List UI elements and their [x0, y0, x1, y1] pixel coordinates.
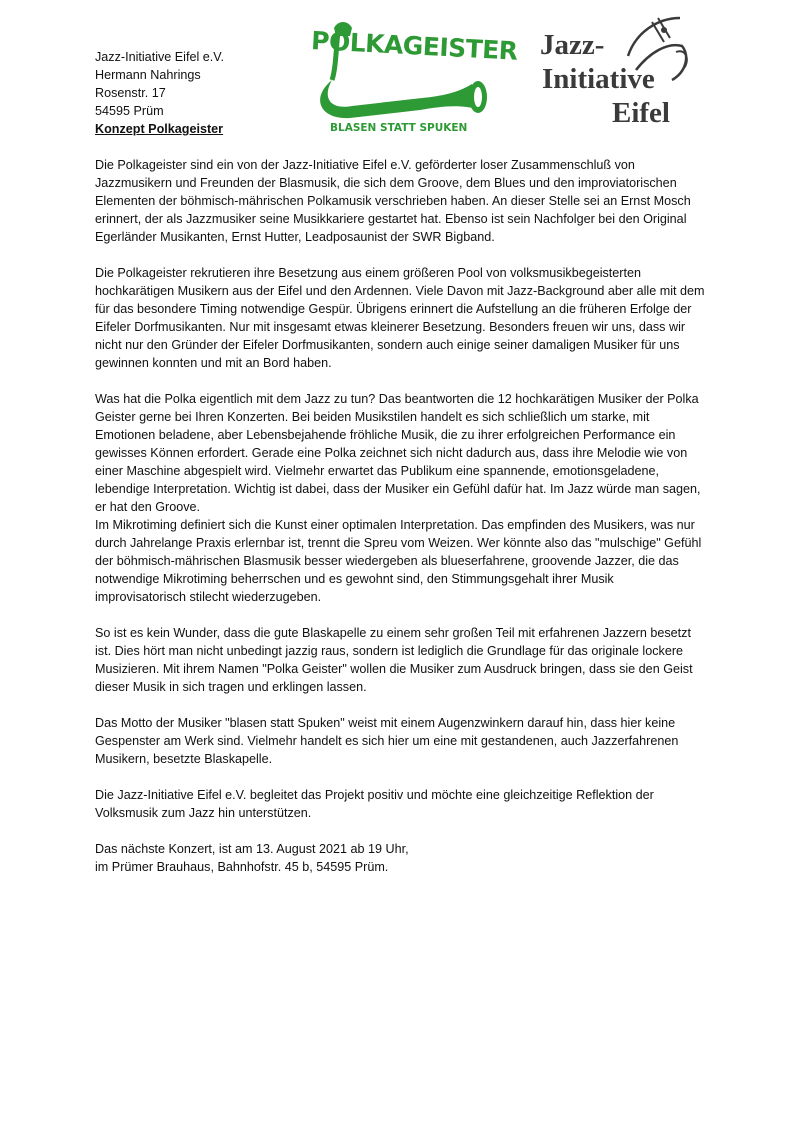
paragraph-support: Die Jazz-Initiative Eifel e.V. begleitet das Projekt positiv und möchte eine gleichzeitige Reflektion der Volksmusik zum Jazz hin unterstützen.	[95, 788, 654, 820]
document-body	[95, 156, 707, 894]
paragraph-next-concert	[95, 840, 707, 876]
paragraph-blaskapelle: So ist es kein Wunder, dass die gute Blaskapelle zu einem sehr großen Teil mit erfahrenen Jazzern besetzt ist. Dies hört man nicht unbedingt jazzig raus, sondern ist lediglich die Grundlage für das originale lockere Musizieren. Mit ihrem Namen "Polka Geister" wollen die Musiker zum Ausdruck bringen, dass sie den Geist dieser Musik in sich tragen und erklingen lassen.	[95, 626, 693, 694]
paragraph-polka-jazz-part1: Was hat die Polka eigentlich mit dem Jazz zu tun? Das beantworten die 12 hochkarätigen Musiker der Polka Geister gerne bei Ihren Konzerten. Bei beiden Musikstilen handelt es sich schließlich um starke, mit Emotionen beladene, aber Lebensbejahende fröhliche Musik, die zu ihrer erfolgreichen Performance ein gewisses Können erfordert. Gerade eine Polka zeichnet sich nicht dadurch aus, dass ihre Melodie wie von einer Maschine abgespielt wird. Vielmehr erwartet das Publikum eine spannende, emotionsgeladene, lebendige Interpretation. Wichtig ist dabei, dass der Musiker ein Gefühl dafür hat. Im Jazz würde man sagen, er hat den Groove.	[95, 392, 701, 514]
paragraph-motto: Das Motto der Musiker "blasen statt Spuken" weist mit einem Augenzwinkern darauf hin, dass hier keine Gespenster am Werk sind. Vielmehr handelt es sich hier um eine mit gestandenen, auch Jazzerfahrenen Musikern, besetzte Blaskapelle.	[95, 716, 679, 766]
paragraph-polka-jazz-part2: Im Mikrotiming definiert sich die Kunst einer optimalen Interpretation. Das empfinden des Musikers, was nur durch Jahrelange Praxis erlernbar ist, trennt die Spreu vom Weizen. Wer könnte also das "mulschige" Gefühl der böhmisch-mährischen Blasmusik besser wiedergeben als blueserfahrene, groovende Jazzer, die das notwendige Mikrotiming beherrschen und es gewohnt sind, den Stimmungsgehalt ihrer Musik improvisatorisch stilecht wiederzugeben.	[95, 518, 702, 604]
concert-date: Das nächste Konzert, ist am 13. August 2021 ab 19 Uhr,	[95, 842, 409, 856]
concert-venue: im Prümer Brauhaus, Bahnhofstr. 45 b, 54595 Prüm.	[95, 860, 389, 874]
polkageister-logo	[302, 18, 519, 138]
sender-name: Hermann Nahrings	[95, 68, 201, 82]
polkageister-motto: BLASEN STATT SPUKEN	[330, 122, 468, 134]
document-heading: Konzept Polkageister	[95, 122, 224, 136]
jazz-logo-line2: Initiative	[542, 63, 655, 95]
sender-street: Rosenstr. 17	[95, 86, 166, 100]
sender-city: 54595 Prüm	[95, 104, 164, 118]
jazz-initiative-logo	[540, 12, 700, 142]
sender-address-block	[95, 48, 224, 138]
paragraph-intro: Die Polkageister sind ein von der Jazz-Initiative Eifel e.V. geförderter loser Zusammenschluß von Jazzmusikern und Freunden der Blasmusik, die sich dem Groove, dem Blues und den improviatorischen Elementen der böhmisch-mährischen Polkamusik verschrieben haben. An dieser Stelle sei an Ernst Mosch erinnert, der als Jazzmusiker seine Musikkariere gestartet hat. Ebenso ist sein Nachfolger bei den Original Egerländer Musikanten, Ernst Hutter, Leadposaunist der SWR Bigband.	[95, 158, 691, 244]
polkageister-wordmark: POLKAGEISTER	[310, 26, 519, 66]
jazz-logo-line3: Eifel	[612, 97, 670, 129]
paragraph-polka-jazz	[95, 390, 707, 606]
paragraph-recruitment: Die Polkageister rekrutieren ihre Besetzung aus einem größeren Pool von volksmusikbegeisterten hochkarätigen Musikern aus der Eifel und den Ardennen. Viele Davon mit Jazz-Background aber alle mit dem für das besondere Timing notwendige Gespür. Übrigens erinnert die Aufstellung an die früheren Erfolge der Eifeler Dorfmusikanten. Nur mit insgesamt etwas kleinerer Besetzung. Besonders freuen wir uns, dass wir nicht nur den Gründer der Eifeler Dorfmusikanten, sondern auch einige seiner damaligen Musiker für uns gewinnen konnten und mit an Bord haben.	[95, 266, 705, 370]
jazz-logo-line1: Jazz-	[540, 29, 605, 61]
sender-org: Jazz-Initiative Eifel e.V.	[95, 50, 225, 64]
